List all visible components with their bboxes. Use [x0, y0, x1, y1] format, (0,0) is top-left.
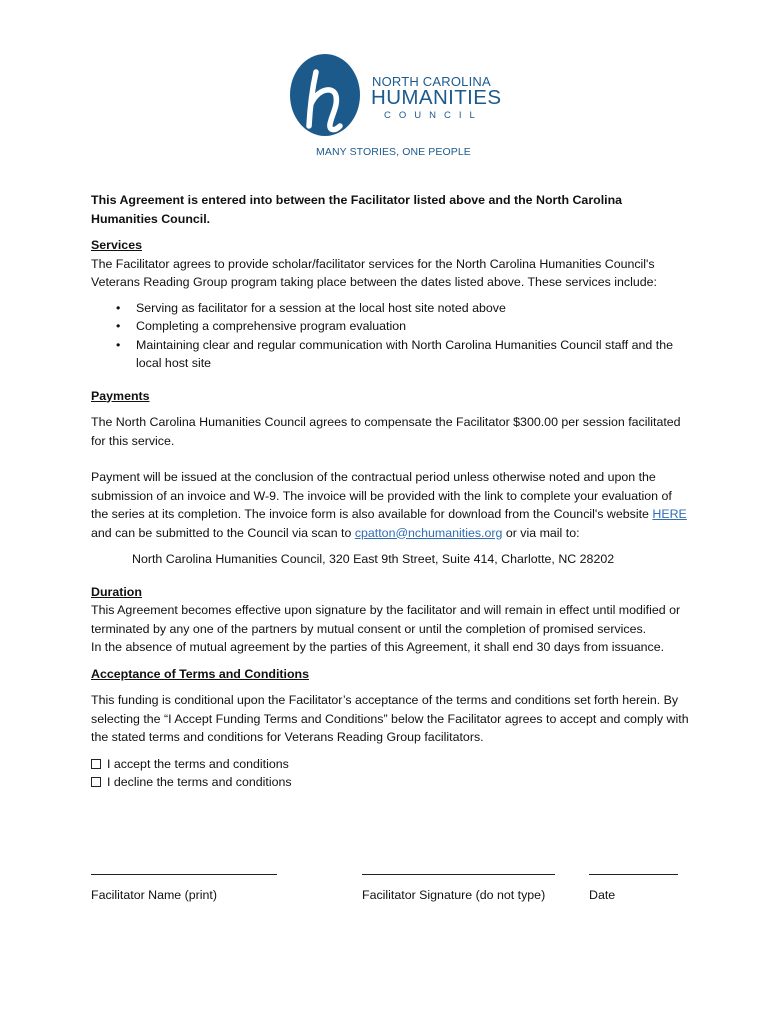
intro-statement: This Agreement is entered into between the Facilitator listed above and the North Carolina Humanities Council.: [91, 193, 623, 226]
signature-line[interactable]: [362, 874, 555, 875]
accept-label: I accept the terms and conditions: [107, 756, 289, 771]
payments-invoice-text: [91, 468, 691, 542]
payments-text-part2: and can be submitted to the Council via scan to: [91, 525, 355, 540]
signature-label: Facilitator Signature (do not type): [362, 888, 546, 902]
decline-option[interactable]: [91, 773, 691, 792]
here-link[interactable]: HERE: [652, 507, 687, 521]
date-label: Date: [589, 888, 616, 902]
accept-option[interactable]: [91, 755, 691, 774]
duration-heading: Duration: [91, 584, 142, 599]
decline-label: I decline the terms and conditions: [107, 775, 292, 789]
acceptance-text: This funding is conditional upon the Facilitator’s acceptance of the terms and conditions set forth herein. By selecting the “I Accept Funding Terms and Conditions” below the Facilitator agrees to accept and comply with the stated terms and conditions for Veterans Reading Group facilitators.: [91, 693, 689, 744]
logo-text-line2: HUMANITIES: [371, 86, 502, 109]
acceptance-heading: Acceptance of Terms and Conditions: [91, 666, 310, 681]
list-item: • Serving as facilitator for a session at the local host site noted above: [136, 299, 691, 318]
agreement-body: [91, 191, 691, 792]
name-signature-line[interactable]: [91, 874, 277, 875]
services-heading: Services: [91, 238, 142, 252]
logo-tagline: MANY STORIES, ONE PEOPLE: [316, 146, 471, 158]
payments-text-part3: or via mail to:: [502, 525, 580, 540]
mailing-address: North Carolina Humanities Council, 320 East 9th Street, Suite 414, Charlotte, NC 28202: [132, 552, 615, 566]
list-item: • Completing a comprehensive program evaluation: [136, 317, 691, 336]
duration-text: This Agreement becomes effective upon signature by the facilitator and will remain in effect until modified or terminated by any one of the partners by mutual consent or until the completion of promised services.: [91, 603, 681, 636]
nc-humanities-logo: [288, 52, 502, 162]
list-item: • Maintaining clear and regular communication with North Carolina Humanities Council staff and the local host site: [136, 336, 691, 373]
date-line[interactable]: [589, 874, 678, 875]
payments-text-part1: Payment will be issued at the conclusion of the contractual period unless otherwise noted and upon the submission of an invoice and W-9. The invoice will be provided with the link to complete your evaluation of the series at its completion. The invoice form is also available for download from the Council's website: [91, 470, 672, 521]
humanities-h-logo-icon: [288, 52, 364, 138]
decline-checkbox[interactable]: [91, 777, 101, 787]
name-label: Facilitator Name (print): [91, 888, 217, 902]
email-link[interactable]: cpatton@nchumanities.org: [354, 525, 503, 540]
payments-rate-text: The North Carolina Humanities Council agrees to compensate the Facilitator $300.00 per session facilitated for this service.: [91, 415, 681, 448]
logo-text-line1: NORTH CAROLINA: [372, 74, 491, 89]
accept-checkbox[interactable]: [91, 759, 101, 769]
services-list: [91, 299, 691, 373]
logo-text-line3: COUNCIL: [384, 110, 483, 121]
payments-heading: Payments: [91, 388, 150, 403]
duration-expiry-text: In the absence of mutual agreement by the parties of this Agreement, it shall end 30 days from issuance.: [91, 640, 665, 654]
services-text: The Facilitator agrees to provide scholar/facilitator services for the North Carolina Humanities Council's Veterans Reading Group program taking place between the dates listed above. These services include:: [91, 256, 657, 289]
